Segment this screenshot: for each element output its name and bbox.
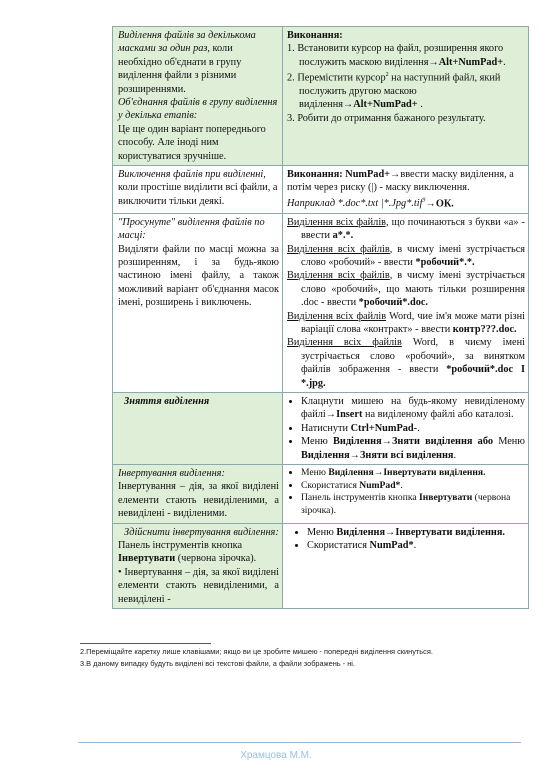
list-item: • Натиснути Ctrl+NumPad-.	[301, 422, 525, 435]
table-row	[112, 393, 529, 465]
row-instructions	[283, 27, 529, 165]
row-title: Виключення файлів при виділенні,	[118, 169, 266, 181]
row-instructions	[283, 524, 529, 608]
table-row	[112, 26, 529, 166]
row-text: (червона зірочка).	[175, 553, 257, 565]
row-title: Виділення файлів за декількома масками за один раз,	[118, 30, 256, 55]
list-item: Виділення всіх файлів, в чисму імені зустрічається слово «робочий» - ввести *робочий*.*.	[287, 243, 525, 268]
instructions-table	[112, 26, 529, 609]
arrow-icon: →	[342, 99, 354, 111]
arrow-icon: →	[385, 526, 396, 538]
arrow-icon: →	[425, 198, 436, 210]
row-text: Інвертувати	[118, 553, 176, 565]
row-text: Виділяти файли по масці можна за розширенням, і за будь-якою частиною імені файлу, а також можливий варіант об'єднання масок імені, розширень і виключень.	[118, 243, 279, 309]
list-item: • Меню Виділення→Інвертувати виділення.	[307, 526, 525, 539]
step-item: 2. Перемістити курсор$^2$ на наступний файл, який послужить другою маскою виділення→Alt+NumPad+ .	[287, 72, 501, 111]
arrow-icon: →	[390, 169, 401, 181]
list-item: • Клацнути мишею на будь-якому невиділеному файлі→Insert на виділеному файлі або каталозі.	[301, 395, 525, 422]
list-item: Виділення всіх файлів Word, чие ім'я може мати різні варіації слова «контракт» - ввести контр???.doc.	[287, 310, 525, 335]
list-item: Виділення всіх файлів, в чисму імені зустрічається слово «робочий», що мають тільки розширення .doc - ввести *робочий*.doc.	[287, 270, 525, 309]
row-description	[112, 27, 283, 165]
list-item: • Панель інструментів кнопка Інвертувати (червона зірочка).	[301, 492, 525, 517]
list-item: Виділення всіх файлів, що починаються з букви «а» - ввести а*.*.	[287, 216, 525, 242]
row-description	[112, 465, 283, 523]
arrow-icon: →	[325, 409, 337, 421]
row-title: Об'єднання файлів в групу виділення у декілька етапів:	[118, 97, 278, 122]
step-item: 3. Робити до отримання бажаного результату.	[287, 112, 486, 124]
table-row	[112, 524, 529, 609]
row-text: • Інвертування – дія, за якої виділені елементи стають невиділеними, а невиділені -	[118, 566, 279, 605]
list-item: • Скористатися NumPad*.	[301, 480, 525, 493]
instruction-text: ввести маску виділення, а потім через риску (|) - маску виключення.	[287, 169, 514, 194]
row-instructions	[283, 166, 529, 213]
table-row	[112, 214, 529, 393]
list-item: • Скористатися NumPad*.	[307, 539, 525, 552]
row-title: Інвертування виділення:	[118, 468, 225, 480]
row-instructions	[283, 393, 529, 464]
row-description	[112, 166, 283, 213]
row-text: Панель інструментів кнопка	[118, 540, 243, 552]
step-item: 1. Встановити курсор на файл, розширення якого послужить маскою виділення→Alt+NumPad+.	[287, 43, 506, 68]
row-title: "Просунуте" виділення файлів по масці:	[118, 216, 265, 242]
row-instructions	[283, 465, 529, 523]
arrow-icon: →	[428, 56, 439, 68]
arrow-icon: →	[381, 436, 392, 448]
table-row	[112, 465, 529, 524]
execution-heading: Виконання: NumPad+	[287, 169, 391, 181]
footnote: 3.В даному випадку будуть виділені всі текстові файли, а файли зображень - ні.	[80, 659, 355, 668]
arrow-icon: →	[349, 449, 360, 461]
row-description	[112, 214, 283, 392]
row-text: коли необхідно об'єднати в групу виділення файли з різними розширеннями.	[118, 43, 242, 95]
row-description	[112, 393, 283, 464]
row-title: Зняття виділення	[124, 395, 210, 407]
list-item: Виділення всіх файлів Word, в чиєму імені зустрічається слово «робочий», за винятком файлів зображення - ввести *робочий*.doc I *.jpg.	[287, 337, 525, 389]
footer-separator	[78, 742, 521, 743]
example-text: Наприклад *.doc*.txt |*.Jpg*.tif$^3$	[287, 197, 426, 210]
row-text: Це ще один варіант попереднього способу. Але іноді ним користуватися зручніше.	[118, 123, 266, 162]
table-row	[112, 166, 529, 214]
row-text: коли простіше виділити всі файли, а виключити тільки деякі.	[118, 182, 278, 207]
ok-text: ОК.	[435, 198, 454, 210]
execution-heading: Виконання:	[287, 30, 343, 41]
footnote-separator	[80, 643, 211, 644]
arrow-icon: →	[373, 467, 384, 479]
page-footer: Храмцова М.М.	[240, 750, 312, 761]
row-description	[112, 524, 283, 608]
row-instructions	[283, 214, 529, 392]
list-item: • Меню Виділення→Зняти виділення або Меню Виділення→Зняти всі виділення.	[301, 435, 525, 462]
list-item: • Меню Виділення→Інвертувати виділення.	[301, 467, 525, 480]
row-text: Інвертування – дія, за якої виділені елементи стають невиділеними, а невиділені - виділеними.	[118, 481, 279, 520]
row-title: Здійснити інвертування виділення:	[124, 526, 279, 538]
footnote: 2.Переміщайте каретку лише клавішами; якщо ви це зробите мишею - попередні виділення скинуться.	[80, 647, 433, 656]
